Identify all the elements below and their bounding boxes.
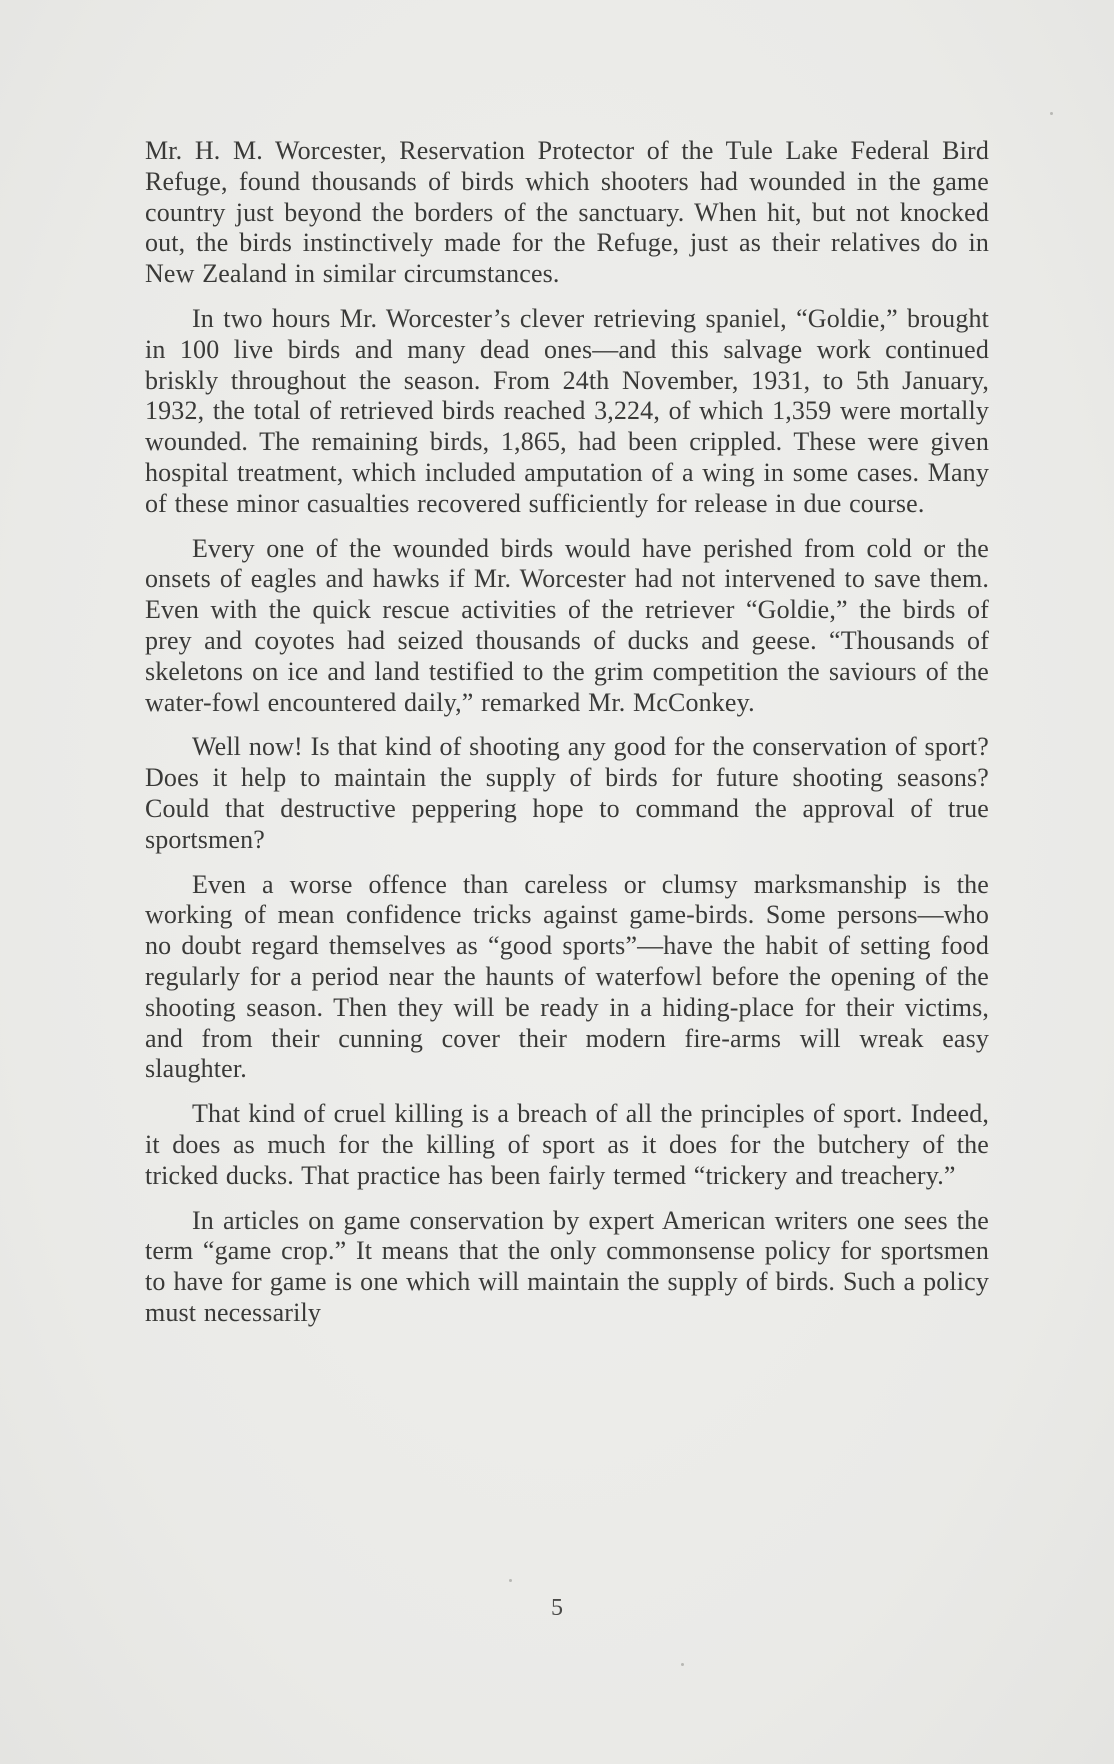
paper-speck bbox=[509, 1579, 512, 1582]
page-number: 5 bbox=[551, 1595, 563, 1621]
paragraph-4: Well now! Is that kind of shooting any good for the conservation of sport? Does it help to maintain the supply of birds for future shooting seasons? Could that destructive peppering hope to command the approval of true sportsmen? bbox=[145, 732, 989, 854]
paragraph-7: In articles on game conservation by expert American writers one sees the term “game crop.” It means that the only commonsense policy for sportsmen to have for game is one which will maintain the supply of birds. Such a policy must necessarily bbox=[145, 1205, 989, 1327]
paper-speck bbox=[681, 1663, 684, 1666]
body-text bbox=[145, 136, 989, 1343]
paragraph-6: That kind of cruel killing is a breach of all the principles of sport. Indeed, it does as much for the killing of sport as it does for the butchery of the tricked ducks. That practice has been fairly termed “trickery and treachery.” bbox=[145, 1099, 989, 1190]
paragraph-1: Mr. H. M. Worcester, Reservation Protector of the Tule Lake Federal Bird Refuge, found thousands of birds which shooters had wounded in the game country just beyond the borders of the sanctuary. When hit, but not knocked out, the birds instinctively made for the Refuge, just as their relatives do in New Zealand in similar circumstances. bbox=[145, 136, 989, 289]
paper-speck bbox=[1050, 112, 1053, 115]
paragraph-3: Every one of the wounded birds would have perished from cold or the onsets of eagles and hawks if Mr. Worcester had not intervened to save them. Even with the quick rescue activities of the retriever “Goldie,” the birds of prey and coyotes had seized thousands of ducks and geese. “Thousands of skeletons on ice and land testified to the grim competition the saviours of the water-fowl encountered daily,” remarked Mr. McConkey. bbox=[145, 533, 989, 717]
paragraph-5: Even a worse offence than careless or clumsy marksmanship is the working of mean confidence tricks against game-birds. Some persons—who no doubt regard themselves as “good sports”—have the habit of setting food regularly for a period near the haunts of waterfowl before the opening of the shooting season. Then they will be ready in a hiding-place for their victims, and from their cunning cover their modern fire-arms will wreak easy slaughter. bbox=[145, 869, 989, 1084]
paragraph-2: In two hours Mr. Worcester’s clever retrieving spaniel, “Goldie,” brought in 100 live birds and many dead ones—and this salvage work continued briskly throughout the season. From 24th November, 1931, to 5th January, 1932, the total of retrieved birds reached 3,224, of which 1,359 were mortally wounded. The remaining birds, 1,865, had been crippled. These were given hospital treatment, which included amputation of a wing in some cases. Many of these minor casualties recovered sufficiently for release in due course. bbox=[145, 303, 989, 518]
